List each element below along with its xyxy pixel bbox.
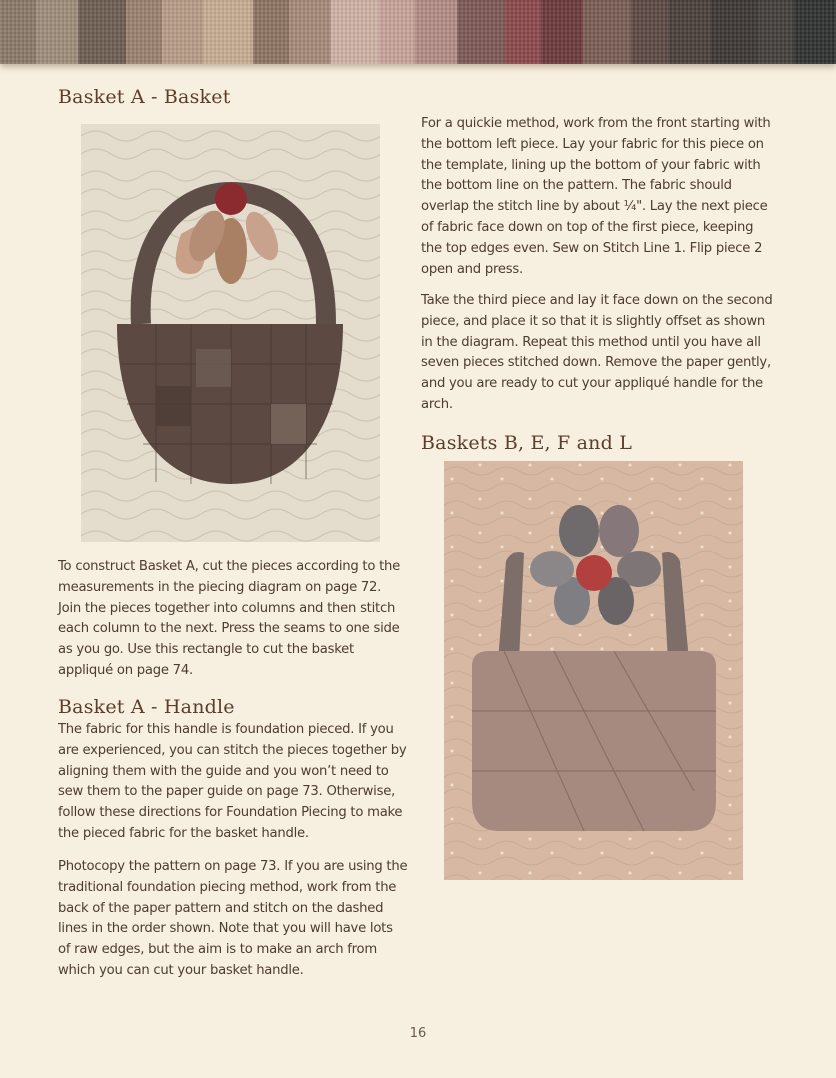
fabric-swatch bbox=[379, 0, 415, 64]
fabric-swatch bbox=[668, 0, 710, 64]
page-number: 16 bbox=[409, 1026, 427, 1041]
baskets-befl-photo bbox=[444, 461, 743, 880]
fabric-swatch bbox=[204, 0, 252, 64]
fabric-swatch bbox=[415, 0, 457, 64]
fabric-swatch bbox=[253, 0, 289, 64]
fabric-swatch bbox=[78, 0, 126, 64]
fabric-swatch bbox=[36, 0, 78, 64]
fabric-swatch bbox=[710, 0, 758, 64]
fabric-swatch bbox=[457, 0, 505, 64]
fabric-swatch bbox=[758, 0, 794, 64]
fabric-swatch bbox=[505, 0, 541, 64]
fabric-swatch bbox=[331, 0, 379, 64]
heading-basket-a-handle: Basket A - Handle bbox=[58, 696, 235, 718]
fabric-banner bbox=[0, 0, 836, 64]
fabric-swatch bbox=[631, 0, 667, 64]
fabric-swatch bbox=[126, 0, 162, 64]
fabric-swatch bbox=[0, 0, 36, 64]
paragraph-basket-a-basket: To construct Basket A, cut the pieces according to the measurements in the piecing diagram on page 72. Join the pieces together into columns and then stitch each column to the next. Press the seams to one side as you go. Use this rectangle to cut the basket appliqué on page 74. bbox=[58, 559, 400, 678]
paragraph-handle-1: The fabric for this handle is foundation pieced. If you are experienced, you can stitch the pieces together by aligning them with the guide and you won’t need to sew them to the paper guide on page 73. Otherwise, follow these directions for Foundation Piecing to make the pieced fabric for the basket handle. bbox=[58, 722, 407, 841]
heading-basket-a-basket: Basket A - Basket bbox=[58, 86, 231, 108]
heading-baskets-befl: Baskets B, E, F and L bbox=[421, 432, 633, 454]
basket-a-photo bbox=[81, 124, 380, 542]
fabric-swatch bbox=[583, 0, 631, 64]
fabric-swatch bbox=[289, 0, 331, 64]
paragraph-right-2: Take the third piece and lay it face down on the second piece, and place it so that it is slightly offset as shown in the diagram. Repeat this method until you have all seven pieces stitched down. Remove the paper gently, and you are ready to cut your appliqué handle for the arch. bbox=[421, 293, 773, 412]
paragraph-handle-2: Photocopy the pattern on page 73. If you are using the traditional foundation piecing method, work from the back of the paper pattern and stitch on the dashed lines in the order shown. Note that you will have lots of raw edges, but the aim is to make an arch from which you can cut your basket handle. bbox=[58, 859, 408, 978]
fabric-swatch bbox=[541, 0, 583, 64]
fabric-swatch bbox=[794, 0, 836, 64]
paragraph-right-1: For a quickie method, work from the front starting with the bottom left piece. Lay your fabric for this piece on the template, lining up the bottom of your fabric with the bottom line on the pattern. The fabric should overlap the stitch line by about ¼". Lay the next piece of fabric face down on top of the first piece, keeping the top edges even. Sew on Stitch Line 1. Flip piece 2 open and press. bbox=[421, 116, 771, 277]
fabric-swatch bbox=[162, 0, 204, 64]
